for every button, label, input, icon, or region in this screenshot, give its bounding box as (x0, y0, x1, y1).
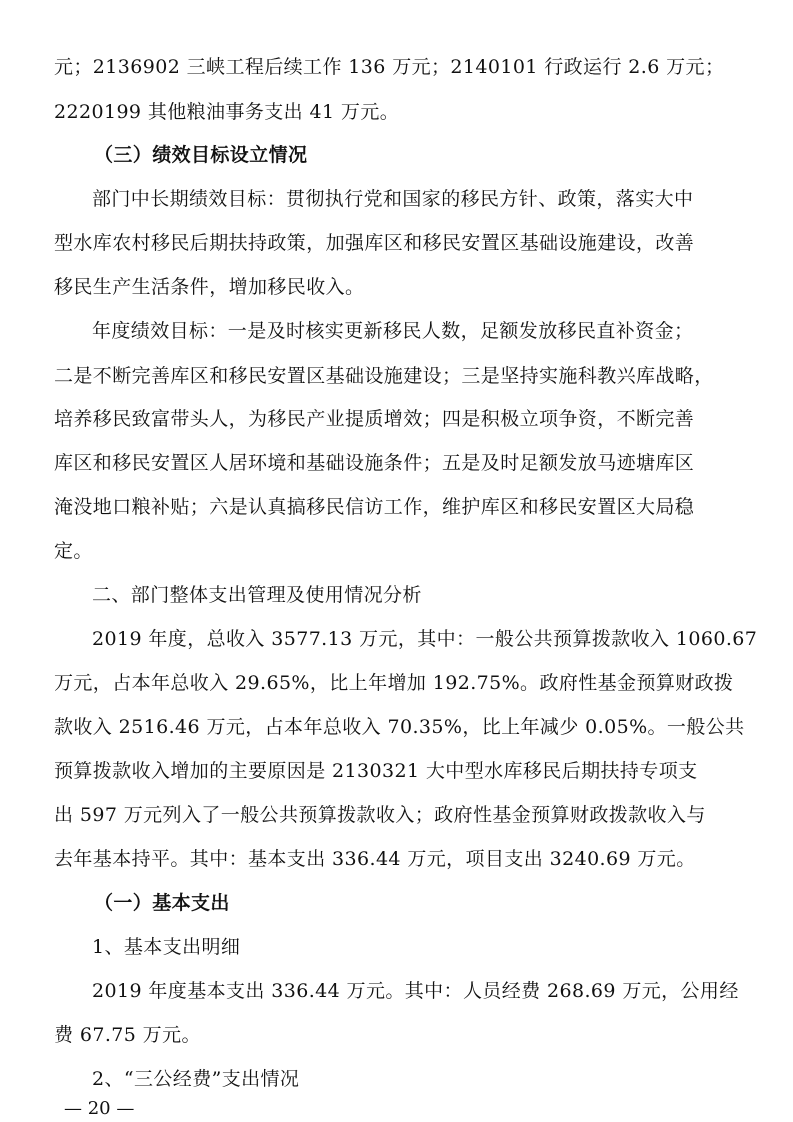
text-line: 淹没地口粮补贴；六是认真搞移民信访工作，维护库区和移民安置区大局稳 (54, 496, 695, 518)
text-line: 元；2136902 三峡工程后续工作 136 万元；2140101 行政运行 2.6 万元； (54, 56, 725, 78)
text-line: 出 597 万元列入了一般公共预算拨款收入；政府性基金预算财政拨款收入与 (54, 804, 706, 826)
section-heading: （一）基本支出 (94, 892, 230, 914)
text-line: 培养移民致富带头人，为移民产业提质增效；四是积极立项争资，不断完善 (54, 408, 695, 430)
text-line: 款收入 2516.46 万元，占本年总收入 70.35%，比上年减少 0.05%。一般公共 (54, 716, 745, 738)
page-number: — 20 — (64, 1098, 135, 1119)
text-line: 2019 年度基本支出 336.44 万元。其中：人员经费 268.69 万元，公用经 (92, 980, 739, 1002)
text-line: 库区和移民安置区人居环境和基础设施条件；五是及时足额发放马迹塘库区 (54, 452, 695, 474)
text-line: 2019 年度，总收入 3577.13 万元，其中：一般公共预算拨款收入 1060.67 (92, 628, 758, 650)
text-line: 年度绩效目标：一是及时核实更新移民人数，足额发放移民直补资金； (92, 320, 694, 342)
text-line: 型水库农村移民后期扶持政策，加强库区和移民安置区基础设施建设，改善 (54, 232, 695, 254)
text-line: 万元，占本年总收入 29.65%，比上年增加 192.75%。政府性基金预算财政拨 (54, 672, 734, 694)
section-heading: （三）绩效目标设立情况 (94, 144, 308, 166)
text-line: 2220199 其他粮油事务支出 41 万元。 (54, 101, 400, 123)
text-line: 去年基本持平。其中：基本支出 336.44 万元，项目支出 3240.69 万元。 (54, 848, 696, 870)
subheading: 2、“三公经费”支出情况 (92, 1068, 300, 1090)
text-line: 费 67.75 万元。 (54, 1024, 201, 1046)
section-heading: 二、部门整体支出管理及使用情况分析 (92, 584, 422, 606)
text-line: 部门中长期绩效目标：贯彻执行党和国家的移民方针、政策，落实大中 (92, 188, 694, 210)
text-line: 预算拨款收入增加的主要原因是 2130321 大中型水库移民后期扶持专项支 (54, 760, 698, 782)
text-line: 二是不断完善库区和移民安置区基础设施建设；三是坚持实施科教兴库战略， (54, 365, 714, 387)
text-line: 移民生产生活条件，增加移民收入。 (54, 276, 365, 298)
text-line: 定。 (54, 540, 93, 562)
subheading: 1、基本支出明细 (92, 936, 241, 958)
